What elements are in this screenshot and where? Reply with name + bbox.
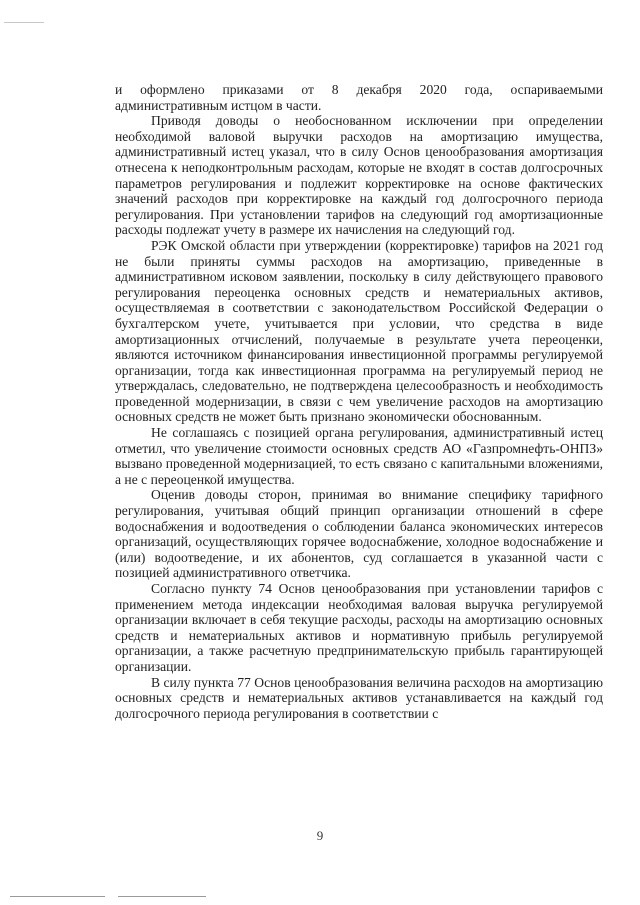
scan-artifact-top	[4, 22, 44, 23]
scan-artifact-bottom-left	[10, 896, 105, 897]
paragraph-1: и оформлено приказами от 8 декабря 2020 года, оспариваемыми административным истцом в части.	[115, 82, 603, 113]
paragraph-3: РЭК Омской области при утверждении (корректировке) тарифов на 2021 год не были приняты суммы расходов на амортизацию, приведенные в административном исковом заявлении, поскольку в силу действующего правового регулирования переоценка основных средств и нематериальных активов, осуществляемая в соответствии с законодательством Российской Федерации о бухгалтерском учете, учитывается при условии, что средства в виде амортизационных отчислений, получаемые в результате учета переоценки, являются источником финансирования инвестиционной программы регулируемой организации, тогда как инвестиционная программа на регулируемый период не утверждалась, следовательно, не подтверждена целесообразность и необходимость проведенной модернизации, в связи с чем увеличение расходов на амортизацию основных средств не может быть признано экономически обоснованным.	[115, 237, 603, 425]
paragraph-5: Оценив доводы сторон, принимая во внимание специфику тарифного регулирования, учитывая общий принцип организации отношений в сфере водоснабжения и водоотведения о соблюдении баланса экономических интересов организаций, осуществляющих горячее водоснабжение, холодное водоснабжение и (или) водоотведение, и их абонентов, суд соглашается в указанной части с позицией административного ответчика.	[115, 487, 603, 581]
paragraph-7: В силу пункта 77 Основ ценообразования величина расходов на амортизацию основных средств и нематериальных активов устанавливается на каждый год долгосрочного периода регулирования в соответствии с	[115, 674, 603, 721]
document-body	[115, 82, 603, 721]
paragraph-4: Не соглашаясь с позицией органа регулирования, административный истец отметил, что увеличение стоимости основных средств АО «Газпромнефть-ОНПЗ» вызвано проведенной модернизацией, то есть связано с капитальными вложениями, а не с переоценкой имущества.	[115, 425, 603, 487]
paragraph-2: Приводя доводы о необоснованном исключении при определении необходимой валовой выручки расходов на амортизацию имущества, административный истец указал, что в силу Основ ценообразования амортизация отнесена к неподконтрольным расходам, которые не входят в состав долгосрочных параметров регулирования и подлежит корректировке на основе фактических значений расходов при корректировке на каждый год долгосрочного периода регулирования. При установлении тарифов на следующий год амортизационные расходы подлежат учету в размере их начисления на следующий год.	[115, 113, 603, 238]
page-number: 9	[316, 828, 324, 843]
paragraph-6: Согласно пункту 74 Основ ценообразования при установлении тарифов с применением метода индексации необходимая валовая выручка регулируемой организации включает в себя текущие расходы, расходы на амортизацию основных средств и нематериальных активов и нормативную прибыль регулируемой организации, а также расчетную предпринимательскую прибыль гарантирующей организации.	[115, 581, 603, 674]
scan-artifact-bottom-right	[118, 896, 206, 897]
